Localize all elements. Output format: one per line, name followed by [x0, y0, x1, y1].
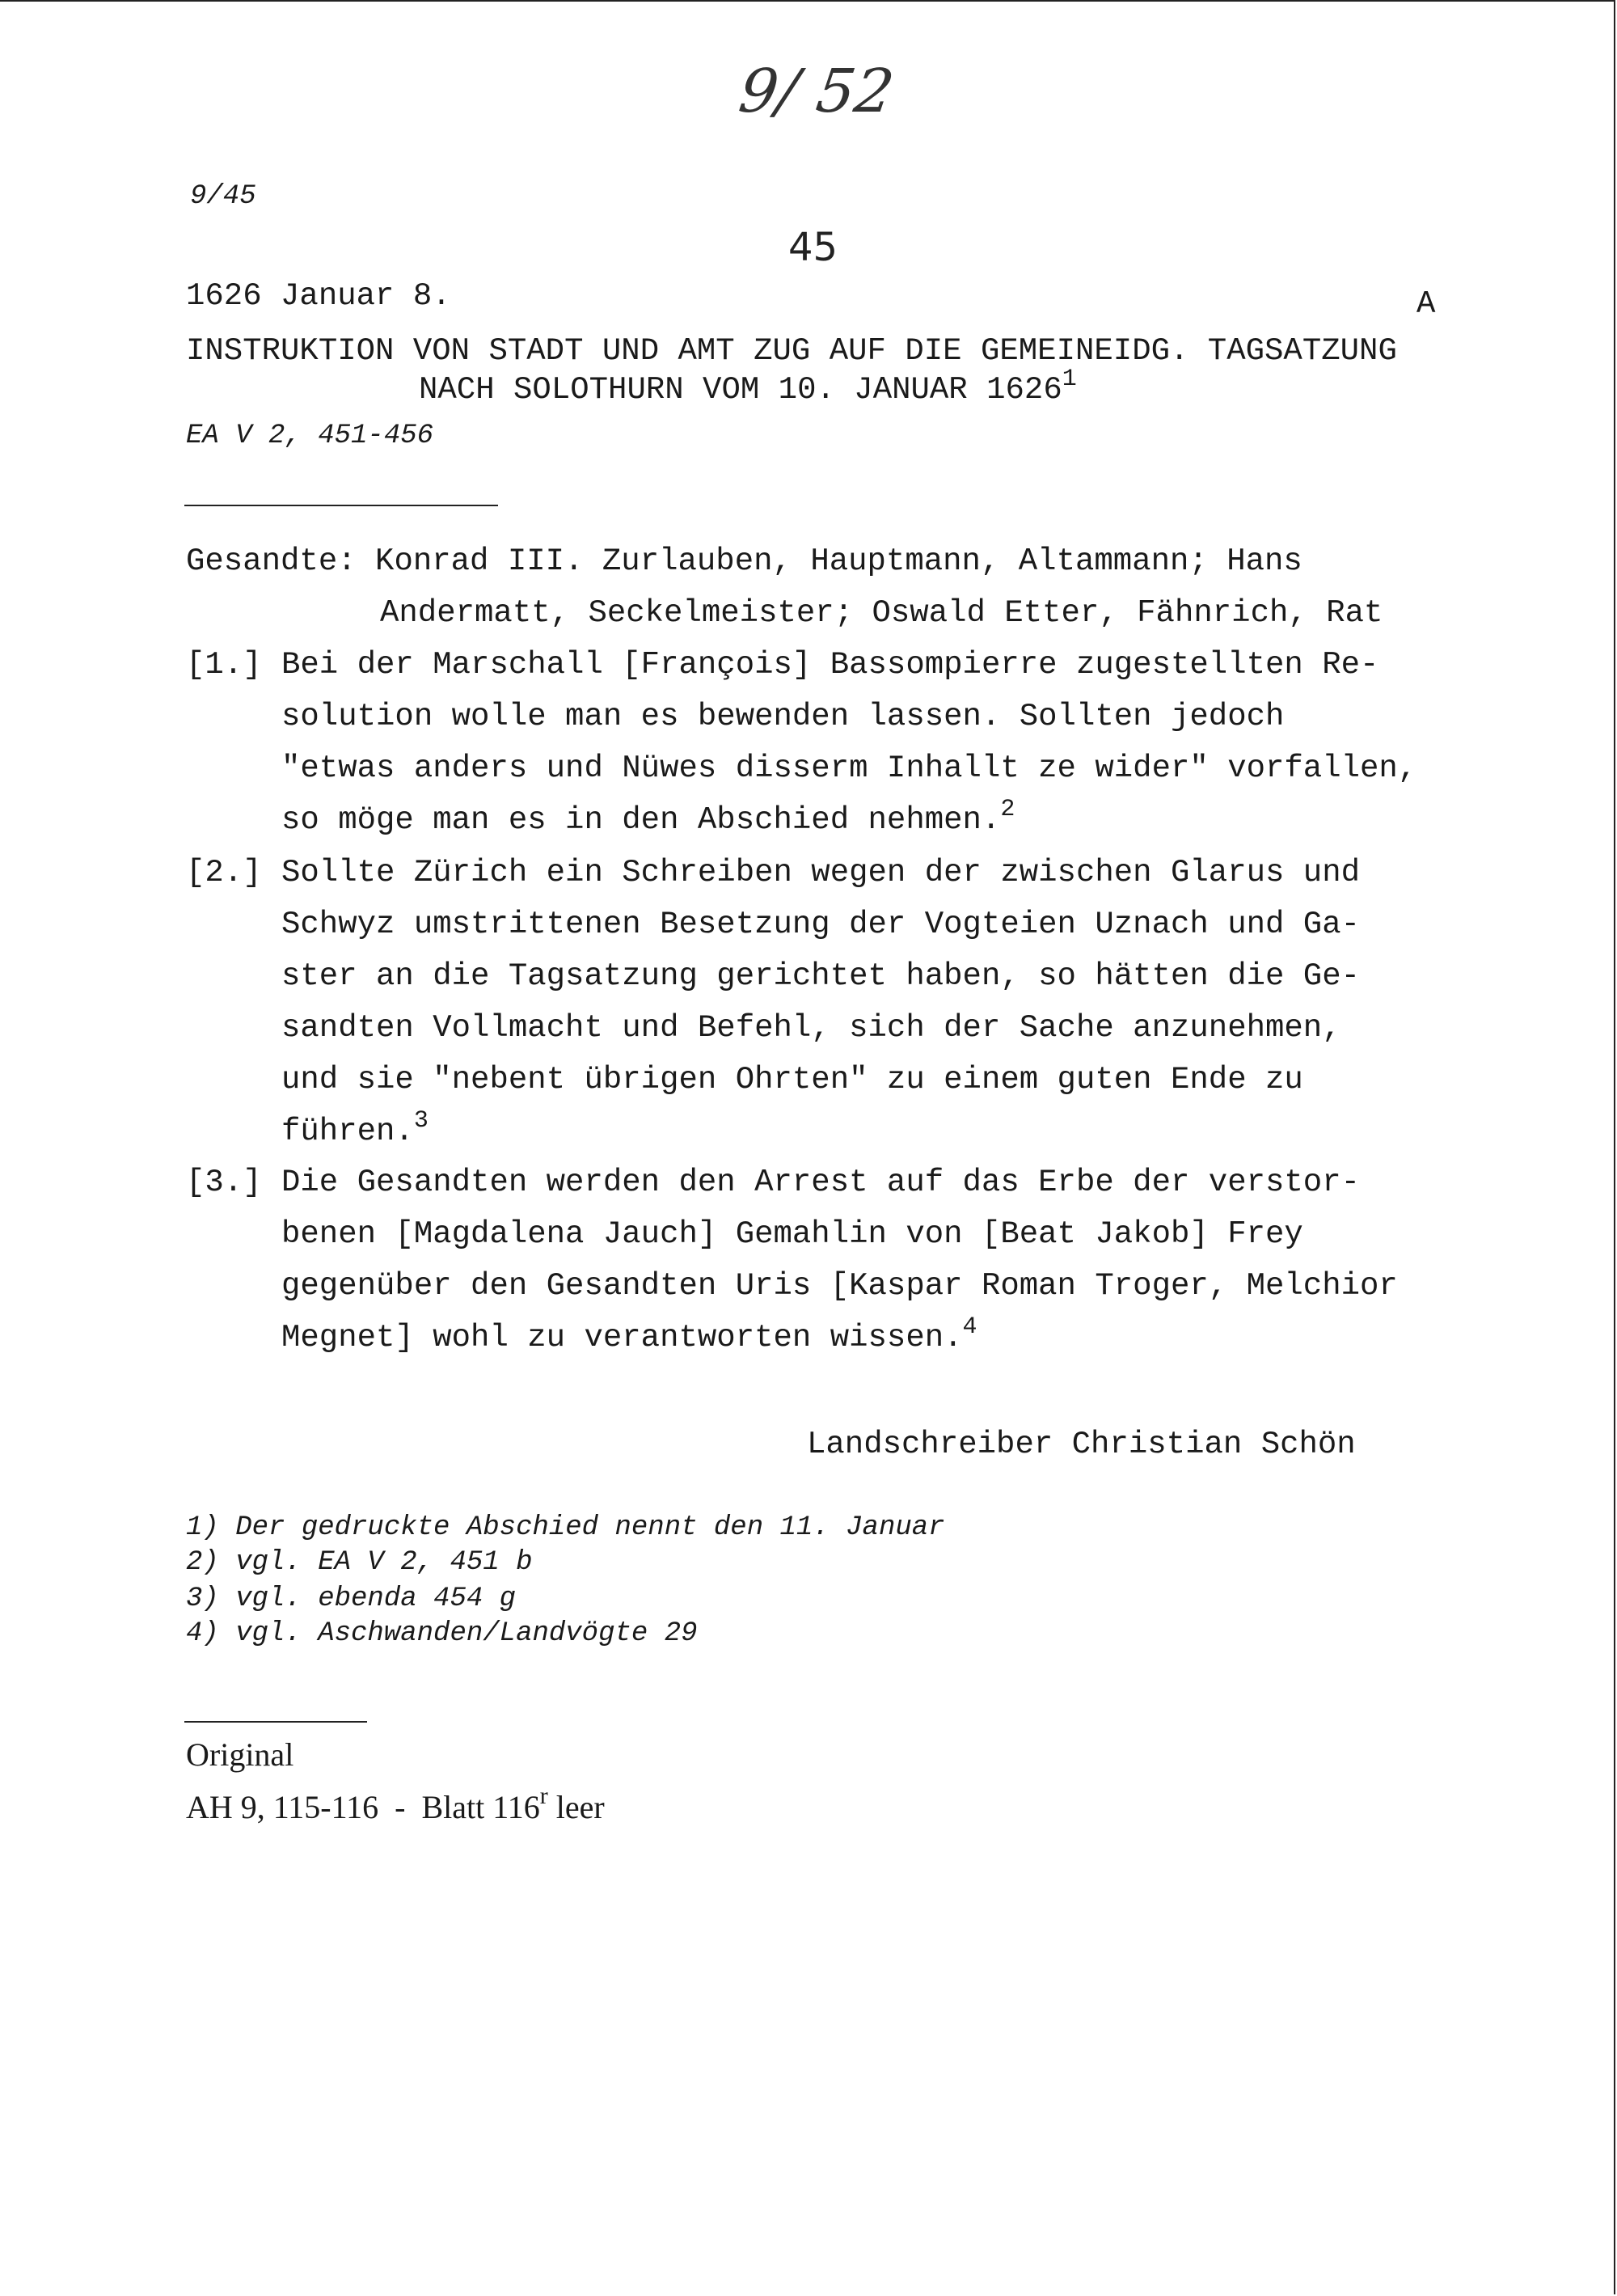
paragraph-line: und sie "nebent übrigen Ohrten" zu einem guten Ende zu	[281, 1062, 1303, 1097]
paragraph-number: [1.]	[186, 647, 262, 683]
archive-number: 9/ 52	[734, 57, 898, 126]
separator-top	[184, 505, 498, 506]
footnote-3: 3) vgl. ebenda 454 g	[186, 1584, 517, 1614]
footnote-ref-2: 2	[1000, 796, 1015, 823]
document-number: 45	[788, 225, 838, 270]
footnote-2: 2) vgl. EA V 2, 451 b	[186, 1547, 533, 1578]
entry-source: EA V 2, 451-456	[186, 421, 434, 451]
footnote-ref-3: 3	[413, 1107, 429, 1135]
origin-ref-before: AH 9, 115-116 - Blatt 116	[186, 1789, 540, 1825]
signature: Landschreiber Christian Schön	[807, 1427, 1356, 1462]
footnote-1: 1) Der gedruckte Abschied nennt den 11. Januar	[186, 1512, 945, 1543]
paragraph-line: gegenüber den Gesandten Uris [Kaspar Roman Troger, Melchior	[281, 1268, 1398, 1304]
paragraph-number: [3.]	[186, 1165, 262, 1200]
paragraph-line: solution wolle man es bewenden lassen. Sollten jedoch	[281, 699, 1285, 734]
entry-title-line2	[419, 366, 1077, 408]
entry-date: 1626 Januar 8.	[186, 278, 451, 314]
origin-ref-after: leer	[547, 1789, 605, 1825]
origin-ref-sup: r	[539, 1782, 548, 1809]
footnote-ref-4: 4	[962, 1313, 977, 1341]
paragraph-line: sandten Vollmacht und Befehl, sich der Sache anzunehmen,	[281, 1010, 1341, 1046]
paragraph-line-text: Megnet] wohl zu verantworten wissen.	[281, 1320, 963, 1355]
footnote-ref-1: 1	[1062, 366, 1077, 393]
paragraph-line: Schwyz umstrittenen Besetzung der Vogteien Uznach und Ga-	[281, 907, 1361, 942]
entry-title-line2-text: NACH SOLOTHURN VOM 10. JANUAR 1626	[419, 372, 1062, 408]
reference-number: 9/45	[190, 181, 256, 212]
paragraph-line: Bei der Marschall [François] Bassompierre zugestellten Re-	[281, 647, 1379, 683]
paragraph-line: ster an die Tagsatzung gerichtet haben, so hätten die Ge-	[281, 958, 1361, 994]
paragraph-line-text: führen.	[281, 1114, 414, 1149]
paragraph-line	[281, 1107, 429, 1149]
separator-bottom	[184, 1721, 367, 1723]
envoys-line1: Gesandte: Konrad III. Zurlauben, Hauptmann, Altammann; Hans	[186, 543, 1302, 579]
paragraph-line: Die Gesandten werden den Arrest auf das Erbe der verstor-	[281, 1165, 1361, 1200]
paragraph-number: [2.]	[186, 855, 262, 890]
footnote-4: 4) vgl. Aschwanden/Landvögte 29	[186, 1618, 698, 1649]
origin-reference	[186, 1782, 605, 1826]
paragraph-line: "etwas anders und Nüwes disserm Inhallt ze wider" vorfallen,	[281, 751, 1417, 786]
paragraph-line	[281, 1313, 977, 1355]
paragraph-line: Sollte Zürich ein Schreiben wegen der zwischen Glarus und	[281, 855, 1361, 890]
entry-category: A	[1416, 286, 1436, 322]
envoys-line2: Andermatt, Seckelmeister; Oswald Etter, Fähnrich, Rat	[380, 595, 1383, 631]
paragraph-line	[281, 796, 1015, 838]
origin-label: Original	[186, 1736, 294, 1773]
paragraph-line: benen [Magdalena Jauch] Gemahlin von [Beat Jakob] Frey	[281, 1216, 1303, 1252]
paragraph-line-text: so möge man es in den Abschied nehmen.	[281, 802, 1001, 838]
entry-title-line1: INSTRUKTION VON STADT UND AMT ZUG AUF DIE GEMEINEIDG. TAGSATZUNG	[186, 333, 1397, 369]
